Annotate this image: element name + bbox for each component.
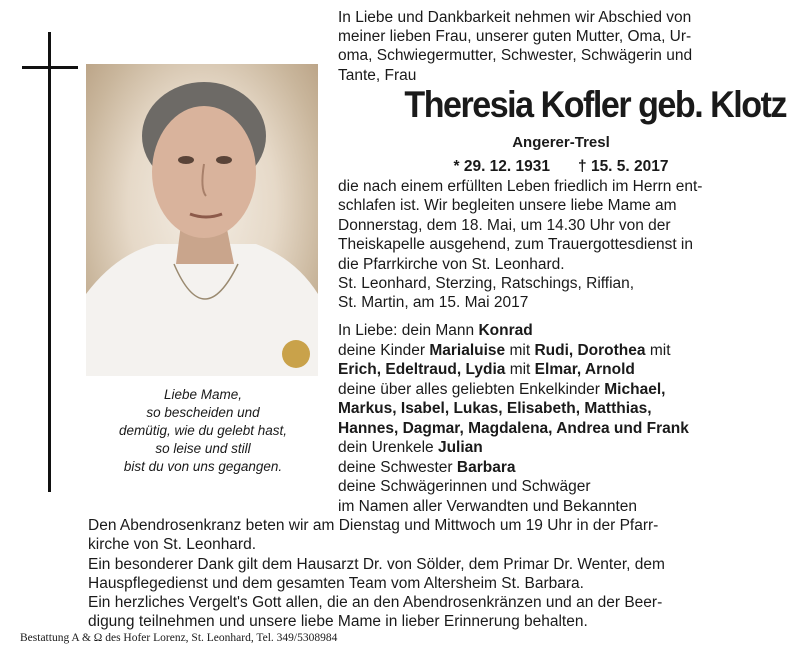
mourner-name: Hannes, Dagmar, Magdalena, Andrea und Frank [338,419,689,437]
mourner-name: Michael, [604,380,666,398]
life-dates [338,158,784,176]
mourner-name: Elmar, Arnold [534,361,635,378]
closing-line: Hauspflegedienst und dem gesamten Team vom Altersheim St. Barbara. [88,574,584,592]
text: deine Kinder [338,341,430,359]
body-line: die nach einem erfüllten Leben friedlich im Herrn ent- [338,178,703,195]
closing-line: Ein herzliches Vergelt's Gott allen, die an den Abendrosenkränzen und an der Beer- [88,594,663,612]
poem-line: demütig, wie du gelebt hast, [118,423,288,438]
closing-line: digung teilnehmen und unsere liebe Mame in lieber Erinnerung behalten. [88,613,588,631]
text: deine Schwester [338,458,457,476]
mourner-name: Markus, Isabel, Lukas, Elisabeth, Matthias, [338,400,652,417]
intro-line: Tante, Frau [338,66,417,84]
funeral-details [338,177,784,313]
mourner-line [338,360,784,380]
mourner-line: deine Schwägerinnen und Schwäger [338,478,591,495]
poem-line: Liebe Mame, [163,387,243,402]
mourner-line [338,380,784,400]
closing-line: Den Abendrosenkranz beten wir am Dienstag und Mittwoch um 19 Uhr in der Pfarr- [88,517,659,534]
poem-line: so bescheiden und [146,405,260,420]
closing-line: kirche von St. Leonhard. [88,536,257,554]
mourner-line [338,341,784,361]
mourner-name: Erich, Edeltraud, Lydia [338,361,506,378]
text: dein Urenkele [338,439,438,456]
death-date: † 15. 5. 2017 [578,158,669,175]
mourners-list [338,321,784,516]
text: deine über alles geliebten Enkelkinder [338,380,605,398]
birth-date: * 29. 12. 1931 [453,158,551,175]
body-line: St. Martin, am 15. Mai 2017 [338,294,529,312]
body-line: Theiskapelle ausgehend, zum Trauergottesdienst in [338,236,693,254]
mourner-line [338,321,784,341]
nickname: Angerer-Tresl [512,134,610,151]
mourner-line [338,419,784,439]
poem-line: bist du von uns gegangen. [123,459,283,474]
intro-line: meiner lieben Frau, unserer guten Mutter, Oma, Ur- [338,28,692,46]
mourner-name: Rudi, Dorothea [534,341,646,359]
intro-line: In Liebe und Dankbarkeit nehmen wir Abschied von [338,9,692,26]
body-line: schlafen ist. Wir begleiten unsere liebe Mame am [338,197,677,215]
body-line: Donnerstag, dem 18. Mai, um 14.30 Uhr von der [338,216,671,234]
body-line: die Pfarrkirche von St. Leonhard. [338,255,565,273]
mourner-line [338,438,784,458]
closing-line: Ein besonderer Dank gilt dem Hausarzt Dr. von Sölder, dem Primar Dr. Wenter, dem [88,555,665,573]
mourner-line [338,399,784,419]
text: mit [505,361,535,378]
funeral-home-credit: Bestattung A & Ω des Hofer Lorenz, St. Leonhard, Tel. 349/5308984 [20,632,338,644]
mourner-line [338,458,784,478]
memorial-poem [88,386,318,476]
portrait-photo [86,64,318,376]
body-line: St. Leonhard, Sterzing, Ratschings, Riffian, [338,275,635,293]
deceased-name: Theresia Kofler geb. Klotz [404,84,786,125]
mourner-name: Barbara [456,458,516,476]
cross-icon [48,32,51,492]
mourner-name: Julian [437,439,483,456]
intro-text [338,8,784,85]
intro-line: oma, Schwiegermutter, Schwester, Schwägerin und [338,47,693,65]
poem-line: so leise und still [155,441,251,456]
closing-text [88,516,786,632]
text: In Liebe: dein Mann [338,322,479,339]
text: mit [505,341,535,359]
text: mit [645,341,671,359]
cross-icon-bar [22,66,78,69]
mourner-line: im Namen aller Verwandten und Bekannten [338,497,637,515]
mourner-name: Konrad [478,322,533,339]
mourner-name: Marialuise [429,341,506,359]
